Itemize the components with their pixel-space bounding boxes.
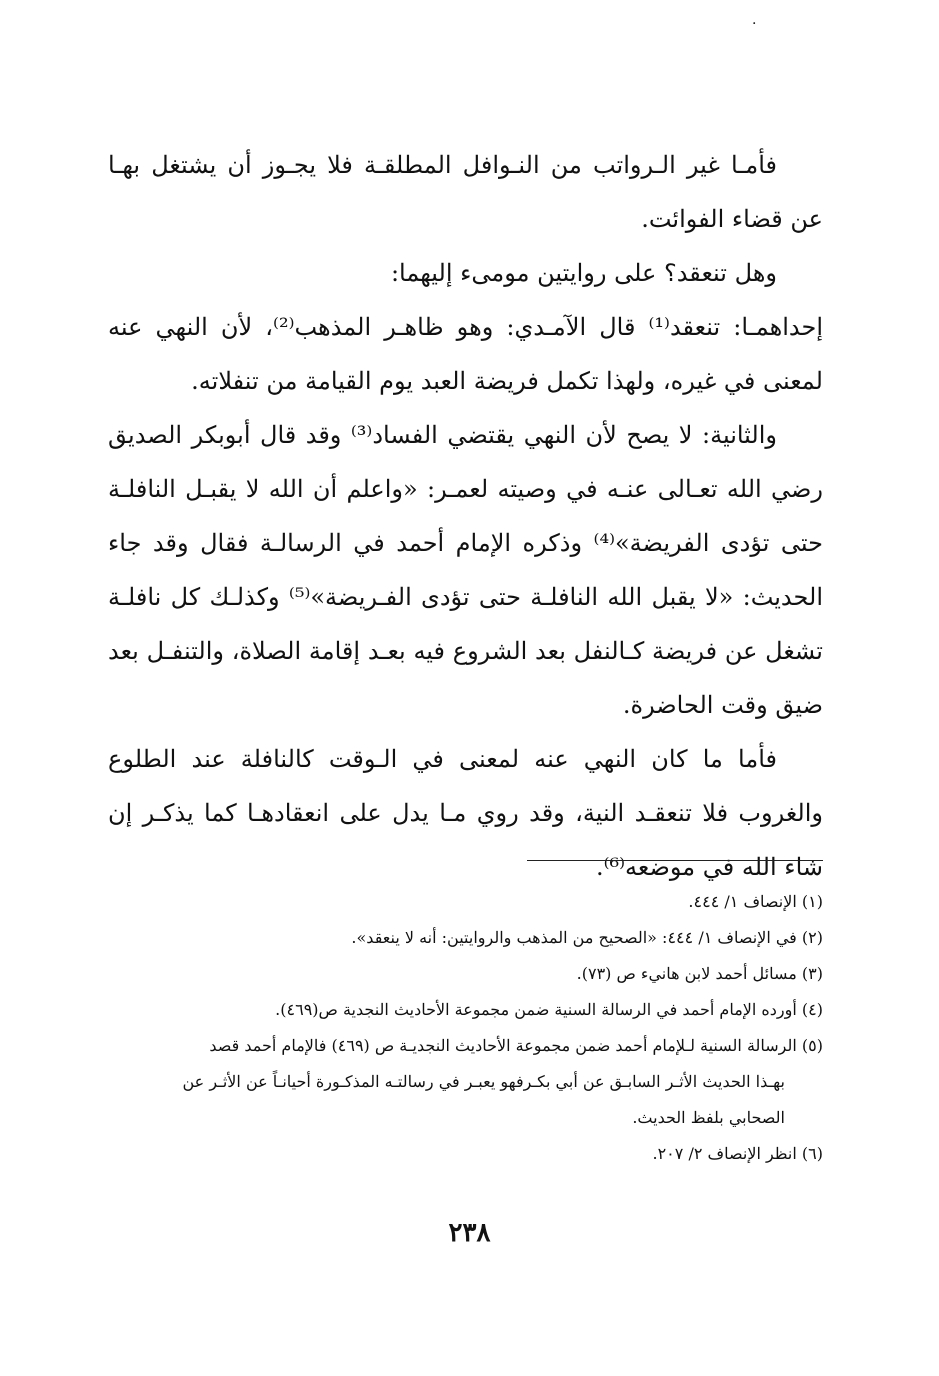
footnote: (٢) في الإنصاف ١/ ٤٤٤: «الصحيح من المذهب والروايتين: أنه لا ينعقد». [351, 928, 823, 947]
footnote-continuation: الصحابي بلفظ الحديث. [632, 1108, 785, 1127]
paragraph: والثانية: لا يصح لأن النهي يقتضي الفساد⁽³⁾ وقد قال أبوبكر الصديق رضي الله تعـالى عنـه في وصيته لعمـر: «واعلم أن الله لا يقبـل النافلـة حتى تؤدى الفريضة»⁽⁴⁾ وذكره الإمام أحمد في الرسالـة فقال وقد جاء الحديث: «لا يقبل الله النافلـة حتى تؤدى الفـريضة»⁽⁵⁾ وكذلـك كل نافلـة تشغل عن فريضة كـالنفل بعد الشروع فيه بعـد إقامة الصلاة، والتنفـل بعد ضيق وقت الحاضرة. [108, 421, 824, 719]
paragraph: وهل تنعقد؟ على روايتين مومىء إليهما: [390, 259, 777, 287]
main-text [108, 138, 823, 894]
footnote: (٣) مسائل أحمد لابن هانيء ص (٧٣). [576, 964, 823, 983]
corner-mark: · [752, 16, 757, 32]
paragraph: فأمـا غير الـرواتب من النـوافل المطلقـة فلا يجـوز أن يشتغل بهـا عن قضاء الفوائت. [108, 151, 823, 233]
paragraph: فأما ما كان النهي عنه لمعنى في الـوقت كالنافلة عند الطلوع والغروب فلا تنعقـد النية، وقد روي مـا يدل على انعقادهـا كما يذكـر إن شاء الله في موضعه⁽⁶⁾. [108, 745, 823, 881]
footnote-continuation: بهـذا الحديث الأثـر السابـق عن أبي بكـرفهو يعبـر في رسالتـه المذكـورة أحيانـاً عن الأثـر عن [182, 1072, 785, 1091]
footnote-divider [527, 860, 823, 861]
footnote: (٤) أورده الإمام أحمد في الرسالة السنية ضمن مجموعة الأحاديث النجدية ص(٤٦٩). [275, 1000, 823, 1019]
footnote: (٦) انظر الإنصاف ٢/ ٢٠٧. [652, 1144, 823, 1163]
footnote: (٥) الرسالة السنية لـلإمام أحمد ضمن مجموعة الأحاديث النجديـة ص (٤٦٩) فالإمام أحمد قصد [209, 1036, 823, 1055]
paragraph: إحداهمـا: تنعقد⁽¹⁾ قال الآمـدي: وهو ظاهـر المذهب⁽²⁾، لأن النهي عنه لمعنى في غيره، ولهذا تكمل فريضة العبد يوم القيامة من تنفلاته. [108, 313, 824, 395]
page-number: ٢٣٨ [448, 1218, 491, 1248]
footnotes [170, 884, 823, 1172]
footnote: (١) الإنصاف ١/ ٤٤٤. [688, 892, 823, 911]
